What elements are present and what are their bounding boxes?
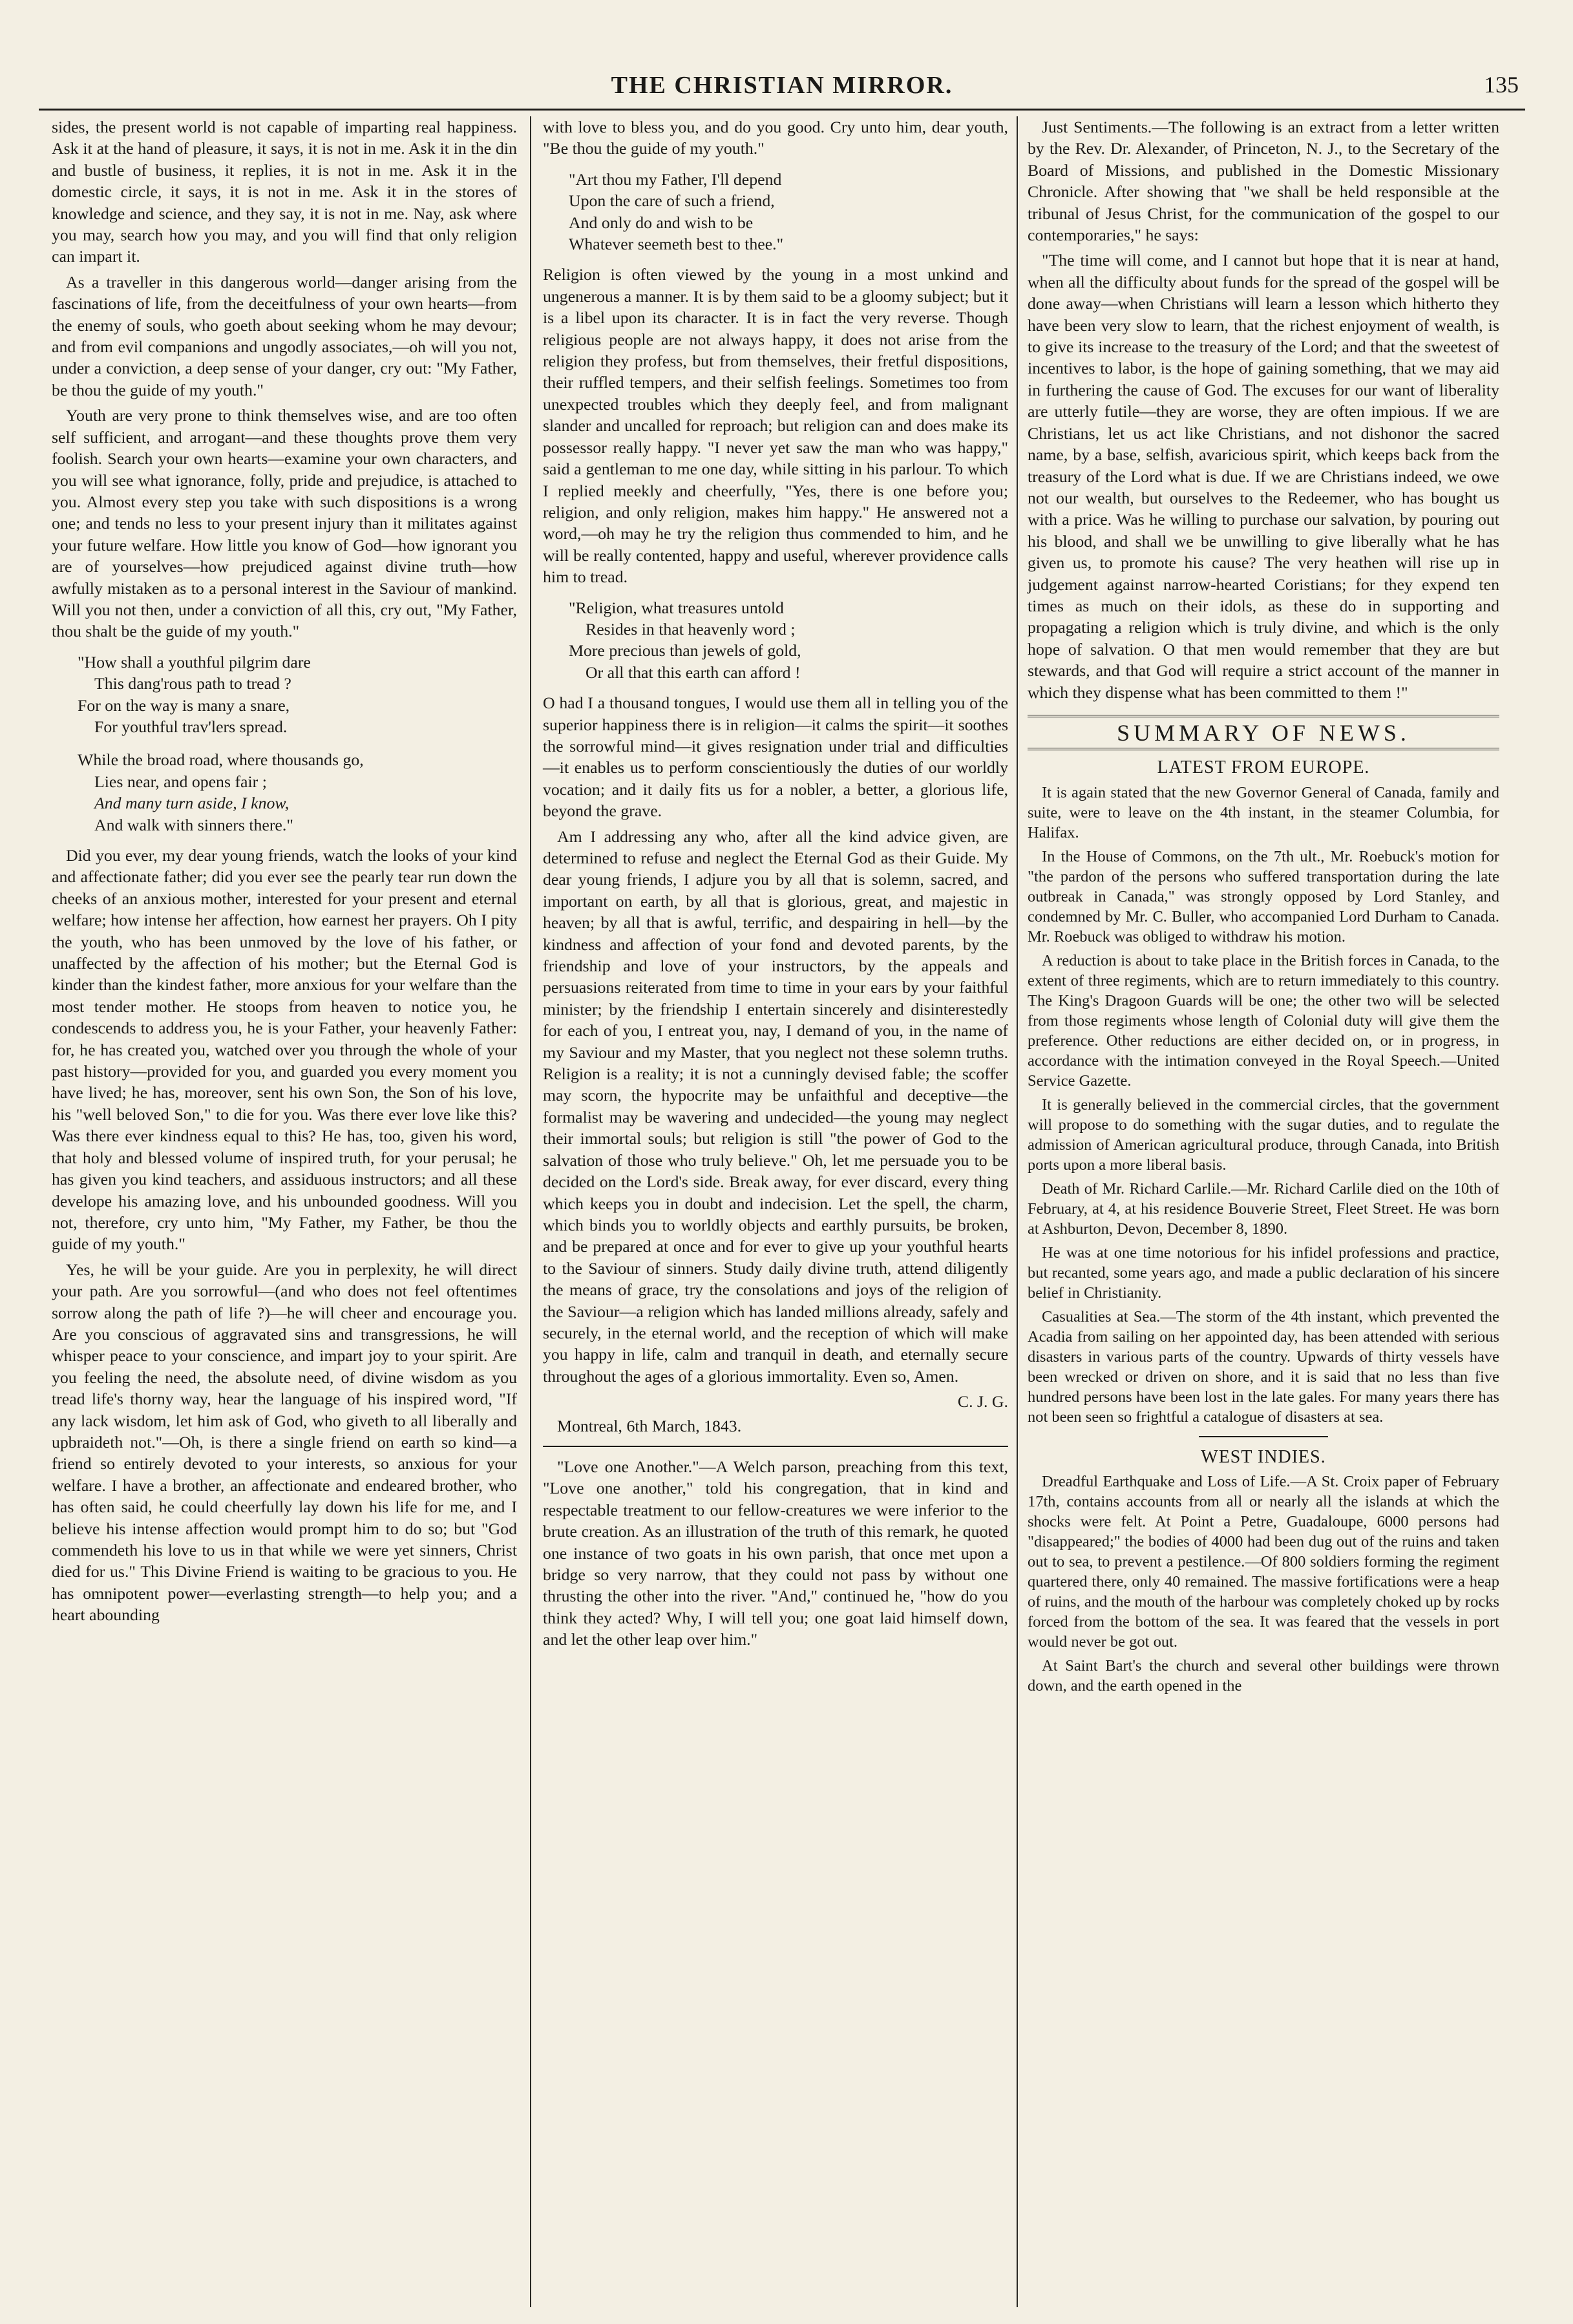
poem-line: And many turn aside, I know, <box>94 794 290 813</box>
paragraph: Religion is often viewed by the young in a most unkind and ungenerous a manner. It is by them said to be a gloomy subject; but it is a libel upon its character. It is in fact the very reverse. Though religious people are not always happy, it does not arise from the religion they profess, but from themselves, their fretful dispositions, their ruffled tempers, and their selfish feelings. Sometimes too from unexpected troubles which they deeply feel, and from malignant slander and uncalled for reproach; but religion can and does make its possessor really happy. "I never yet saw the man who was happy," said a gentleman to me one day, while sitting in his parlour. To which I replied meekly and cheerfully, "Yes, there is one before you; religion, and only religion, makes him happy." He answered not a word,—oh may he try the religion thus commended to him, and he will be really contented, happy and useful, wherever providence calls him to tread. <box>543 265 1008 587</box>
column-divider <box>1017 116 1018 2307</box>
news-item: It is again stated that the new Governor General of Canada, family and suite, were to leave on the 4th instant, in the steamer Columbia, for Halifax. <box>1028 783 1499 841</box>
paragraph: Youth are very prone to think themselves wise, and are too often self sufficient, and arrogant—and these thoughts prove them very foolish. Search your own hearts—examine your own characters, and you will see what ignorance, folly, pride and prejudice, is attached to you. Almost every step you take with such dispositions is a wrong one; and tends no less to your present injury than it militates against your future welfare. How little you know of God—how ignorant you are of yourselves—how prejudiced against divine truth—how awfully mistaken as to a personal interest in the Saviour of mankind. Will you not then, under a conviction of all this, cry out, "My Father, thou shalt be the guide of my youth." <box>52 406 517 641</box>
paragraph: As a traveller in this dangerous world—danger arising from the fascinations of life, from the deceitfulness of your own hearts—from the enemy of souls, who goeth about seeking whom he may devour; and from evil companions and ungodly associates,—oh will you not, under a conviction, a deep sense of your danger, cry out: "My Father, be thou the guide of my youth." <box>52 272 517 399</box>
subsection-title: LATEST FROM EUROPE. <box>1157 757 1370 778</box>
article-divider <box>543 1446 1008 1447</box>
news-item: It is generally believed in the commercial circles, that the government will propose to do something with the sugar duties, and to regulate the admission of American agricultural produce, through Canada, into British ports upon a more liberal basis. <box>1028 1095 1499 1174</box>
news-item: In the House of Commons, on the 7th ult., Mr. Roebuck's motion for "the pardon of the persons who suffered transportation during the late outbreak in Canada," was strongly opposed by Lord Stanley, and condemned by Mr. C. Buller, who accompanied Lord Durham to Canada. Mr. Roebuck was obliged to withdraw his motion. <box>1028 847 1499 945</box>
paragraph: Just Sentiments.—The following is an extract from a letter written by the Rev. Dr. Alexander, of Princeton, N. J., to the Secretary of the Board of Missions, and published in the Domestic Missionary Chronicle. After showing that "we shall be held responsible at the tribunal of Jesus Christ, for the communication of the gospel to our contemporaries," he says: <box>1028 118 1499 245</box>
poem-line: While the broad road, where thousands go, <box>78 750 364 770</box>
paragraph: Did you ever, my dear young friends, watch the looks of your kind and affectionate father; did you ever see the pearly tear run down the cheeks of an anxious mother, interested for your present and eternal welfare; how intense her affection, how earnest her prayers. Oh I pity the youth, who has been unmoved by the love of his father, or unaffected by the affection of his mother; but the Eternal God is kinder than the kindest father, more anxious for your welfare than the most tender mother. He stoops from heaven to notice you, he condescends to address you, he is your Father, your heavenly Father: for, he has created you, watched over you through the whole of your past history—provided for you, and guarded you every moment you have lived; he has, moreover, sent his own Son, the Son of his love, his "well beloved Son," to die for you. Was there ever love like this? Was there ever kindness equal to this? He has, too, given his word, that holy and blessed volume of inspired truth, for your perusal; he has given you kind teachers, and assiduous instructors; and all these develope his amazing love, and his unbounded goodness. Will you not, therefore, cry unto him, "My Father, my Father, be thou the guide of my youth." <box>52 846 517 1254</box>
short-rule <box>1199 1436 1328 1437</box>
poem <box>569 169 1008 255</box>
news-item: At Saint Bart's the church and several other buildings were thrown down, and the earth opened in the <box>1028 1657 1499 1695</box>
subsection-title: WEST INDIES. <box>1201 1446 1326 1467</box>
paragraph: O had I a thousand tongues, I would use them all in telling you of the superior happiness there is in religion—it calms the spirit—it soothes the sorrowful mind—it gives resignation under trial and difficulties—it enables us to perform conscientiously the duties of our worldly vocation; and it daily fits us for a nobler, a better, a glorious life, beyond the grave. <box>543 693 1008 821</box>
header-rule <box>39 109 1525 111</box>
poem-line: Whatever seemeth best to thee." <box>569 235 784 254</box>
page-number: 135 <box>1484 72 1519 98</box>
paragraph: with love to bless you, and do you good. Cry unto him, dear youth, "Be thou the guide of my youth." <box>543 118 1008 158</box>
page-header <box>39 71 1525 109</box>
paragraph: Yes, he will be your guide. Are you in perplexity, he will direct your path. Are you sorrowful—(and who does not feel oftentimes sorrow along the path of life ?)—he will cheer and encourage you. Are you conscious of aggravated sins and transgressions, he will whisper peace to your conscience, and impart joy to your spirit. Are you feeling the need, the absolute need, of divine wisdom as you tread life's thorny way, hear the language of his inspired word, "If any lack wisdom, let him ask of God, who giveth to all liberally and upbraideth not."—Oh, is there a single friend on earth so kind—a friend so entirely devoted to your interests, so anxious for your welfare. I have a brother, an affectionate and endeared brother, who has often said, he could cheerfully lay down his life for me, and I believe his intense affection would prompt him to do so; but "God commendeth his love to us in that while we were yet sinners, Christ died for us." This Divine Friend is waiting to be gracious to you. He has omnipotent power—everlasting strength—to help you; and a heart abounding <box>52 1260 517 1625</box>
poem-line: And walk with sinners there." <box>94 815 293 834</box>
section-rule <box>1028 715 1499 717</box>
dateline: Montreal, 6th March, 1843. <box>557 1416 742 1435</box>
signature-line <box>543 1391 1008 1412</box>
poem <box>78 651 517 836</box>
poem-line: "Art thou my Father, I'll depend <box>569 169 782 189</box>
poem-line: "How shall a youthful pilgrim dare <box>78 652 311 671</box>
column-right <box>1028 116 1499 1700</box>
column-left <box>52 116 517 1630</box>
column-divider <box>530 116 531 2307</box>
poem-line: Lies near, and opens fair ; <box>94 772 267 791</box>
poem-line: This dang'rous path to tread ? <box>94 674 291 693</box>
masthead-title: THE CHRISTIAN MIRROR. <box>611 72 953 99</box>
paragraph: "Love one Another."—A Welch parson, preaching from this text, "Love one another," told his congregation, that in kind and respectable treatment to our fellow-creatures we were inferior to the brute creation. As an illustration of the truth of this remark, he quoted one instance of two goats in his own parish, that once met upon a bridge so very narrow, that they could not pass by without one thrusting the other into the river. "And," continued he, "how do you think they acted? Why, I will tell you; one goat laid himself down, and let the other leap over him." <box>543 1457 1008 1649</box>
section-title: SUMMARY OF NEWS. <box>1117 719 1410 746</box>
news-list <box>1028 1472 1499 1696</box>
column-middle <box>543 116 1008 1654</box>
poem-line: More precious than jewels of gold, <box>569 641 801 660</box>
news-item: He was at one time notorious for his infidel professions and practice, but recanted, some years ago, and made a public declaration of his sincere belief in Christianity. <box>1028 1243 1499 1302</box>
paragraph: "The time will come, and I cannot but hope that it is near at hand, when all the difficulty about funds for the spread of the gospel will be done away—when Christians will learn a lesson which hitherto they have been very slow to learn, that the richest enjoyment of wealth, is to give its increase to the treasury of the Lord; and that the sweetest of incentives to labor, is the hope of gaining something, that we may aid in furthering the cause of God. The excuses for our want of liberality are utterly futile—they are worse, they are often impious. If we are Christians, let us act like Christians, and not dishonor the sacred name, by a base, selfish, avaricious spirit, which keeps back from the treasury of the Lord what is due. If we are Christians indeed, we owe not our wealth, but ourselves to the Redeemer, who has bought us with a price. Was he willing to purchase our salvation, by pouring out his blood, and shall we be unwilling to give liberally what he has given us, to promote his cause? The very heathen will rise up in judgement against narrow-hearted Coristians; for they expend ten times as much on their idols, as these do in supporting and propagating a religion which is truly divine, and which is the only hope of salvation. O that men would remember that they are but stewards, and that God will require a strict account of the manner in which they dispense what has been committed to them !" <box>1028 251 1499 702</box>
poem-line: "Religion, what treasures untold <box>569 598 784 617</box>
poem-line: Resides in that heavenly word ; <box>586 619 796 639</box>
poem <box>569 597 1008 684</box>
news-item: Dreadful Earthquake and Loss of Life.—A St. Croix paper of February 17th, contains accounts from all or nearly all the islands at which the shocks were felt. At Point a Petre, Guadaloupe, 6000 persons had "disappeared;" the bodies of 4000 had been dug out of the ruins and taken out to sea, to prevent a pestilence.—Of 800 soldiers forming the regiment quartered there, only 40 remained. The massive fortifications were a heap of ruins, and the mouth of the harbour was completely choked up by rocks forced from the bottom of the sea. It was feared that the vessels in port would never be got out. <box>1028 1473 1499 1651</box>
news-list <box>1028 783 1499 1427</box>
news-item: Death of Mr. Richard Carlile.—Mr. Richard Carlile died on the 10th of February, at 4, at his residence Bouverie Street, Fleet Street. He was born at Ashburton, Devon, December 8, 1890. <box>1028 1179 1499 1238</box>
poem-line: Upon the care of such a friend, <box>569 191 775 211</box>
poem-line: For youthful trav'lers spread. <box>94 717 288 736</box>
news-item: Casualities at Sea.—The storm of the 4th instant, which prevented the Acadia from sailing on her appointed day, has been attended with serious disasters in various parts of the country. Upwards of thirty vessels have been wrecked or driven on shore, and it is said that no less than five hundred persons have been lost in the late gales. For many years there has not been seen so frightful a catalogue of disasters at sea. <box>1028 1307 1499 1426</box>
author-initials: C. J. G. <box>957 1392 1008 1411</box>
poem-line: And only do and wish to be <box>569 213 754 232</box>
news-item: A reduction is about to take place in the British forces in Canada, to the extent of three regiments, which are to return immediately to this country. The King's Dragoon Guards will be one; the other two will be selected from those regiments whose length of Colonial duty will give them the preference. Other reductions are either decided on, or in progress, in accordance with the intimation conveyed in the Royal Speech.—United Service Gazette. <box>1028 951 1499 1090</box>
paragraph: Am I addressing any who, after all the kind advice given, are determined to refuse and neglect the Eternal God as their Guide. My dear young friends, I adjure you by all that is solemn, sacred, and important on earth, by all that is glorious, great, and majestic in heaven; by all that is awful, terrific, and despairing in hell—by the kindness and affection of your fond and devoted parents, by the friendship and love of your instructors, by the appeals and persuasions reiterated from time to time in your ears by your faithful minister; by the friendship I entertain sincerely and disinterestedly for each of you, I entreat you, nay, I demand of you, in the name of my Saviour and my Master, that you neglect not these solemn truths. Religion is a reality; it is not a cunningly devised fable; the scoffer may scorn, the hypocrite may be unfaithful and deceptive—the formalist may be wavering and undecided—the young may neglect their immortal souls; but religion is still "the power of God to the salvation of those who truly believe." Oh, let me persuade you to be decided on the Lord's side. Break away, for ever discard, every thing which keeps you in doubt and indecision. Let the spell, the charm, which binds you to worldly objects and earthly pursuits, be broken, and be prepared at once and for ever to give up your youthful hearts to the Saviour of sinners. Study daily divine truth, attend diligently the means of grace, try the consolations and joys of the religion of the Saviour—a religion which has landed millions already, safely and securely, in the eternal world, and the reception of which will make you happy in life, calm and tranquil in death, and eternally secure throughout the ages of a glorious immortality. Even so, Amen. <box>543 827 1008 1386</box>
section-rule <box>1028 748 1499 750</box>
poem-line: Or all that this earth can afford ! <box>586 662 801 682</box>
paragraph: sides, the present world is not capable of imparting real happiness. Ask it at the hand of pleasure, it says, it is not in me. Ask it in the din and bustle of business, it replies, it is not in me. Ask it in the domestic circle, it says, it is not in me. Ask it in the stores of knowledge and science, and they say, it is not in me. Nay, ask where you may, search how you may, and you will find that only religion can impart it. <box>52 118 517 266</box>
poem-line: For on the way is many a snare, <box>78 695 290 715</box>
